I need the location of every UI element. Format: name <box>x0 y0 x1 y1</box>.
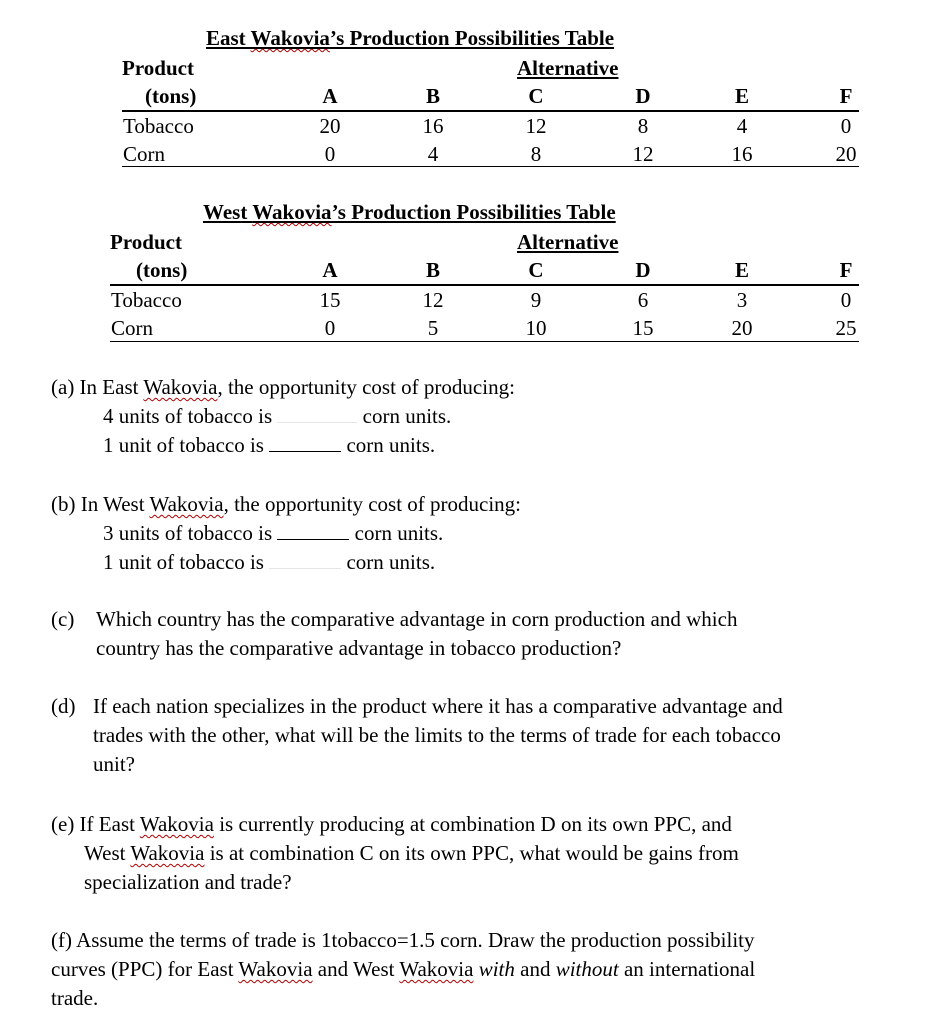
question-c-line1: Which country has the comparative advantage in corn production and which <box>96 607 738 631</box>
west-title-part1: West <box>203 200 253 224</box>
question-e-line2 <box>51 839 739 868</box>
east-col-b: B <box>425 84 440 108</box>
east-title-name: Wakovia <box>250 26 330 50</box>
west-tobacco-e: 3 <box>736 288 748 312</box>
east-tobacco-d: 8 <box>637 114 649 138</box>
question-d-line3: unit? <box>93 752 135 776</box>
question-f-name1: Wakovia <box>238 957 313 981</box>
east-col-a: A <box>322 84 338 108</box>
question-a-line1 <box>51 402 515 431</box>
east-col-d: D <box>635 84 651 108</box>
question-f-without: without <box>555 957 619 981</box>
east-col-f: F <box>839 84 853 108</box>
east-product-label: Product <box>122 56 194 80</box>
question-a <box>51 373 515 460</box>
question-a-line2-post: corn units. <box>346 433 436 457</box>
question-d-text <box>93 692 783 779</box>
west-tons-label: (tons) <box>136 258 188 282</box>
answer-blank-a1[interactable] <box>277 404 357 423</box>
question-e-line2-pre: West <box>84 841 131 865</box>
west-bottom-rule <box>110 341 859 342</box>
east-alternative-label: Alternative <box>517 56 619 80</box>
east-tobacco-c: 12 <box>525 114 547 138</box>
east-col-c: C <box>528 84 544 108</box>
question-a-stem <box>51 373 515 402</box>
question-e-line1-name: Wakovia <box>139 812 214 836</box>
east-tons-label: (tons) <box>145 84 197 108</box>
west-header-rule <box>110 284 859 286</box>
question-f-name2: Wakovia <box>399 957 474 981</box>
west-tobacco-a: 15 <box>319 288 341 312</box>
east-table-title <box>206 26 614 51</box>
question-e-line2-name: Wakovia <box>130 841 205 865</box>
question-b-name: Wakovia <box>149 492 224 516</box>
east-title-part2: ’s Production Possibilities Table <box>329 26 615 50</box>
question-c-line2: country has the comparative advantage in tobacco production? <box>96 636 622 660</box>
west-tobacco-f: 0 <box>840 288 852 312</box>
question-a-prefix: (a) In East <box>51 375 144 399</box>
question-d-label: (d) <box>51 694 76 718</box>
east-corn-c: 8 <box>530 142 542 166</box>
east-corn-e: 16 <box>731 142 753 166</box>
west-tobacco-c: 9 <box>530 288 542 312</box>
west-col-f: F <box>839 258 853 282</box>
question-a-suffix: , the opportunity cost of producing: <box>217 375 515 399</box>
question-a-line2 <box>51 431 515 460</box>
east-corn-a: 0 <box>324 142 336 166</box>
west-col-a: A <box>322 258 338 282</box>
question-b-line1-pre: 3 units of tobacco is <box>103 521 273 545</box>
west-row-corn-label: Corn <box>111 316 153 340</box>
answer-blank-a2[interactable] <box>269 433 341 452</box>
question-f-line2-mid: and West <box>312 957 400 981</box>
question-b-line2-pre: 1 unit of tobacco is <box>103 550 264 574</box>
question-f-line2-post: an international <box>618 957 756 981</box>
question-f-line3: trade. <box>51 986 99 1010</box>
east-tobacco-a: 20 <box>319 114 341 138</box>
question-e-line2-post: is at combination C on its own PPC, what would be gains from <box>204 841 739 865</box>
west-corn-f: 25 <box>835 316 857 340</box>
west-col-e: E <box>734 258 749 282</box>
question-e-line1 <box>51 810 739 839</box>
question-b-line1-post: corn units. <box>354 521 444 545</box>
answer-blank-b1[interactable] <box>277 521 349 540</box>
west-corn-a: 0 <box>324 316 336 340</box>
east-tobacco-f: 0 <box>840 114 852 138</box>
question-f-line1: (f) Assume the terms of trade is 1tobacco=1.5 corn. Draw the production possibility <box>51 928 755 952</box>
question-b <box>51 490 521 577</box>
west-row-tobacco-label: Tobacco <box>111 288 182 312</box>
east-tobacco-e: 4 <box>736 114 748 138</box>
question-b-stem <box>51 490 521 519</box>
question-c-text <box>96 605 737 663</box>
west-product-label: Product <box>110 230 182 254</box>
question-f <box>51 926 755 1013</box>
west-corn-b: 5 <box>427 316 439 340</box>
west-table-title <box>203 200 616 225</box>
east-tobacco-b: 16 <box>422 114 444 138</box>
question-f-and: and <box>514 957 556 981</box>
question-a-line2-pre: 1 unit of tobacco is <box>103 433 264 457</box>
west-col-d: D <box>635 258 651 282</box>
question-a-line1-pre: 4 units of tobacco is <box>103 404 273 428</box>
question-e-line1-post: is currently producing at combination D on its own PPC, and <box>213 812 732 836</box>
question-f-with: with <box>478 957 515 981</box>
question-f-line2 <box>51 955 755 984</box>
west-col-c: C <box>528 258 544 282</box>
east-row-corn-label: Corn <box>123 142 165 166</box>
question-c-label: (c) <box>51 607 75 631</box>
west-tobacco-d: 6 <box>637 288 649 312</box>
west-title-part2: ’s Production Possibilities Table <box>331 200 616 224</box>
question-b-prefix: (b) In West <box>51 492 150 516</box>
question-b-line1 <box>51 519 521 548</box>
west-corn-c: 10 <box>525 316 547 340</box>
east-bottom-rule <box>122 166 859 167</box>
west-title-name: Wakovia <box>252 200 332 224</box>
answer-blank-b2[interactable] <box>269 550 341 569</box>
west-alternative-label: Alternative <box>517 230 619 254</box>
west-tobacco-b: 12 <box>422 288 444 312</box>
question-b-line2-post: corn units. <box>346 550 436 574</box>
question-a-line1-post: corn units. <box>362 404 452 428</box>
question-b-suffix: , the opportunity cost of producing: <box>223 492 522 516</box>
east-header-rule <box>122 110 859 112</box>
east-corn-f: 20 <box>835 142 857 166</box>
east-col-e: E <box>734 84 749 108</box>
east-corn-d: 12 <box>632 142 654 166</box>
east-title-part1: East <box>206 26 251 50</box>
west-col-b: B <box>425 258 440 282</box>
east-corn-b: 4 <box>427 142 439 166</box>
question-d-line1: If each nation specializes in the product where it has a comparative advantage and <box>93 694 783 718</box>
question-b-line2 <box>51 548 521 577</box>
question-f-line2-pre: curves (PPC) for East <box>51 957 239 981</box>
east-row-tobacco-label: Tobacco <box>123 114 194 138</box>
question-e <box>51 810 739 897</box>
question-e-line3: specialization and trade? <box>84 870 292 894</box>
west-corn-d: 15 <box>632 316 654 340</box>
question-e-line1-pre: (e) If East <box>51 812 140 836</box>
question-a-name: Wakovia <box>143 375 218 399</box>
west-corn-e: 20 <box>731 316 753 340</box>
question-d-line2: trades with the other, what will be the limits to the terms of trade for each tobacco <box>93 723 781 747</box>
